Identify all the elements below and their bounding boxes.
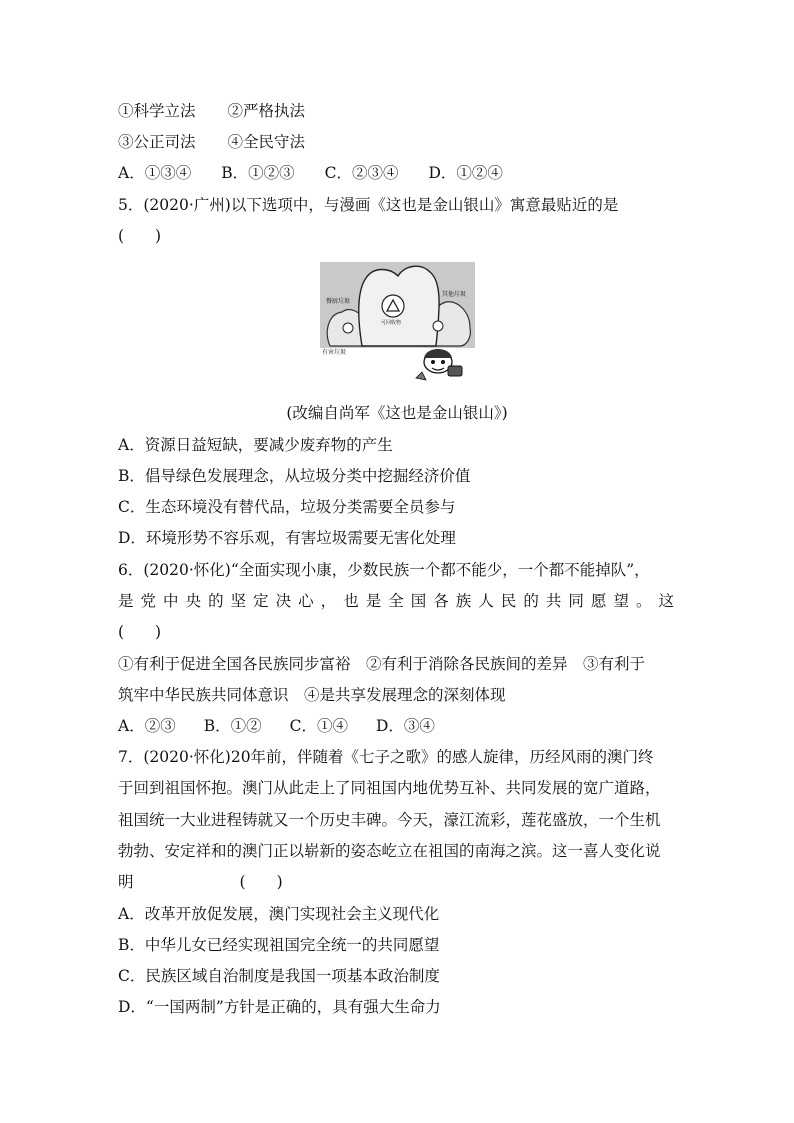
- q5-option-b[interactable]: B．倡导绿色发展理念，从垃圾分类中挖掘经济价值: [118, 467, 471, 485]
- q4-items-row1: [118, 101, 305, 121]
- q4-item-1: ①科学立法: [118, 102, 196, 120]
- other-waste-icon: [433, 321, 443, 331]
- q4-item-4: ④全民守法: [227, 133, 306, 151]
- q6-option-a[interactable]: A．②③: [118, 717, 176, 735]
- q7-option-b[interactable]: B．中华儿女已经实现祖国完全统一的共同愿望: [118, 936, 440, 954]
- q4-option-a[interactable]: A．①③④: [118, 164, 192, 182]
- q4-options: [118, 163, 503, 183]
- cartoon-caption: (改编自尚军《这也是金山银山》): [286, 404, 508, 422]
- q7-option-c[interactable]: C．民族区域自治制度是我国一项基本政治制度: [118, 967, 440, 985]
- q6-option-b[interactable]: B．①②: [203, 717, 262, 735]
- q7-answer-blank: ( ): [239, 873, 283, 891]
- label-kitchen-waste: 餐厨垃圾: [326, 298, 351, 305]
- garbage-mountain-cartoon: [320, 262, 476, 382]
- q7-option-d[interactable]: D．“一国两制”方针是正确的，具有强大生命力: [118, 998, 441, 1016]
- q7-stem-line4: 勃勃、安定祥和的澳门正以崭新的姿态屹立在祖国的南海之滨。这一喜人变化说: [118, 842, 661, 860]
- q6-option-c[interactable]: C．①④: [289, 717, 348, 735]
- q6-items-line2: 筑牢中华民族共同体意识 ④是共享发展理念的深刻体现: [118, 686, 506, 704]
- person-figure: [416, 349, 462, 380]
- label-hazardous-waste: 有害垃圾: [322, 349, 347, 356]
- q5-option-c[interactable]: C．生态环境没有替代品，垃圾分类需要全员参与: [118, 498, 456, 516]
- q5-option-a[interactable]: A．资源日益短缺，要减少废弃物的产生: [118, 436, 393, 454]
- q4-items-row2: [118, 132, 305, 152]
- label-recyclable: 可回收物: [381, 320, 402, 326]
- q6-stem-line1: 6．(2020·怀化)“全面实现小康，少数民族一个都不能少，一个都不能掉队”，: [118, 561, 650, 579]
- q4-option-b[interactable]: B．①②③: [221, 164, 295, 182]
- recycle-icon: [382, 295, 404, 317]
- q7-stem-line1: 7．(2020·怀化)20年前，伴随着《七子之歌》的感人旋律，历经风雨的澳门终: [118, 748, 654, 766]
- q7-stem-line5: [118, 872, 283, 892]
- q4-item-3: ③公正司法: [118, 133, 196, 151]
- kitchen-waste-icon: [343, 323, 353, 333]
- q5-answer-blank: ( ): [118, 227, 162, 245]
- q4-item-2: ②严格执法: [227, 102, 306, 120]
- q6-option-d[interactable]: D．③④: [375, 717, 435, 735]
- q4-option-d[interactable]: D．①②④: [428, 164, 503, 182]
- q7-stem-line2: 于回到祖国怀抱。澳门从此走上了同祖国内地优势互补、共同发展的宽广道路，: [118, 779, 661, 797]
- q7-option-a[interactable]: A．改革开放促发展，澳门实现社会主义现代化: [118, 905, 440, 923]
- q7-last-word: 明: [118, 873, 134, 891]
- q4-option-c[interactable]: C．②③④: [324, 164, 399, 182]
- q6-answer-blank: ( ): [118, 623, 162, 641]
- q5-stem-line1: 5．(2020·广州)以下选项中，与漫画《这也是金山银山》寓意最贴近的是: [118, 196, 619, 214]
- q6-stem-line2: 是党中央的坚定决心，也是全国各族人民的共同愿望。这: [118, 592, 674, 610]
- q6-options: [118, 716, 435, 736]
- label-other-waste: 其他垃圾: [442, 291, 467, 298]
- q6-items-line1: ①有利于促进全国各民族同步富裕 ②有利于消除各民族间的差异 ③有利于: [118, 655, 646, 673]
- q5-option-d[interactable]: D．环境形势不容乐观，有害垃圾需要无害化处理: [118, 529, 456, 547]
- q7-stem-line3: 祖国统一大业进程铸就又一个历史丰碑。今天，濠江流彩，莲花盛放，一个生机: [118, 811, 661, 829]
